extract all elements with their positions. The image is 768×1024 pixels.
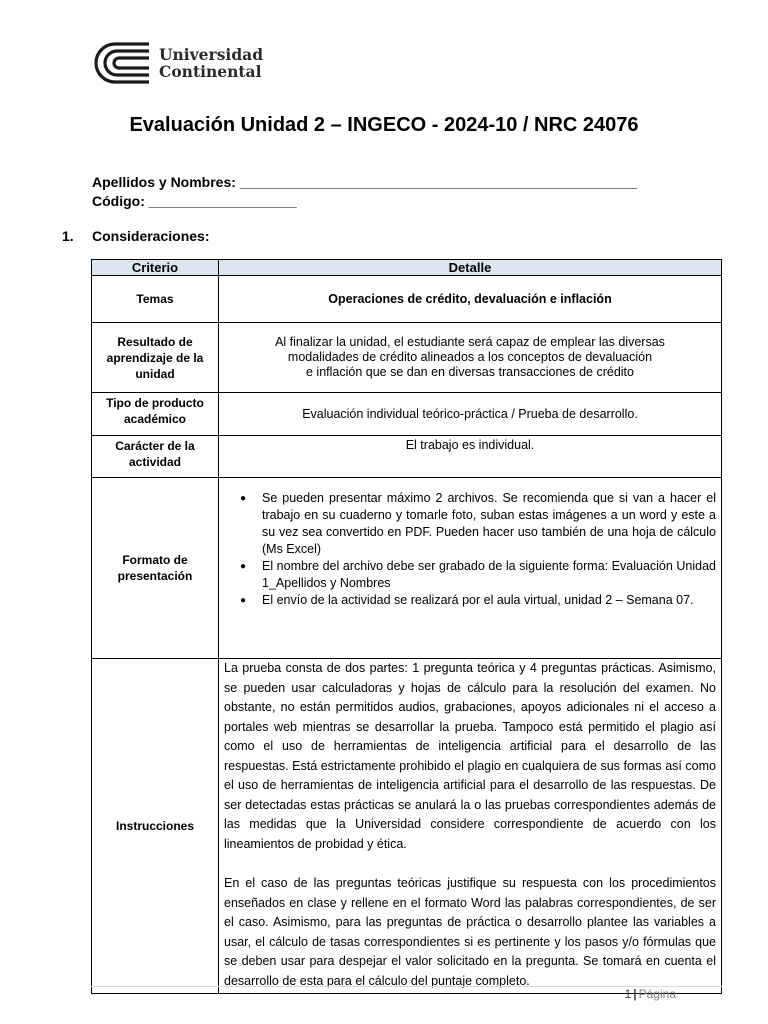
resultado-line-3: e inflación que se dan en diversas transacciones de crédito bbox=[306, 365, 634, 379]
row-label-resultado: Resultado de aprendizaje de la unidad bbox=[92, 323, 219, 393]
table-header-row bbox=[92, 260, 722, 276]
row-label-temas: Temas bbox=[92, 276, 219, 323]
section-number: 1. bbox=[62, 228, 74, 244]
table-row-formato bbox=[92, 478, 722, 659]
table-row-resultado bbox=[92, 323, 722, 393]
resultado-line-2: modalidades de crédito alineados a los conceptos de devaluación bbox=[287, 350, 653, 364]
row-value-tipo: Evaluación individual teórico-práctica / Prueba de desarrollo. bbox=[219, 393, 722, 436]
section-heading bbox=[62, 228, 209, 244]
page-footer bbox=[625, 987, 676, 1001]
table-row-temas bbox=[92, 276, 722, 323]
header-criterio: Criterio bbox=[92, 260, 219, 276]
instrucciones-paragraph-1: La prueba consta de dos partes: 1 pregunta teórica y 4 preguntas prácticas. Asimismo, se pueden usar calculadoras y hojas de cálculo para la resolución del examen. No obstante, no están permitidos audios, grabaciones, apoyos adicionales ni el acceso a portales web mientras se desarrollar la prueba. Tampoco está permitido el plagio así como el uso de herramientas de inteligencia artificial para el desarrollo de las respuestas. Está estrictamente prohibido el plagio en cualquiera de sus formas así como el uso de herramientas de inteligencia artificial para el desarrollo de las respuestas. De ser detectadas estas prácticas se anulará la o las pruebas correspondientes además de las medidas que la Universidad considere correspondiente de acuerdo con los lineamientos de probidad y ética. bbox=[224, 661, 716, 851]
footer-separator: | bbox=[633, 987, 637, 1001]
table-row-caracter bbox=[92, 436, 722, 478]
row-value-resultado bbox=[219, 323, 722, 393]
page-word: Página bbox=[638, 987, 676, 1001]
row-value-formato bbox=[219, 478, 722, 659]
page-number: 1 bbox=[624, 987, 632, 1001]
list-item: ● Se pueden presentar máximo 2 archivos. Se recomienda que si van a hacer el trabajo en su cuaderno y tomarle foto, suban estas imágenes a un word y este a su vez sea convertido en PDF. Pueden hacer uso también de una hoja de cálculo (Ms Excel) bbox=[262, 490, 716, 558]
list-item: ● El nombre del archivo debe ser grabado de la siguiente forma: Evaluación Unidad 1_Apellidos y Nombres bbox=[262, 558, 716, 592]
row-label-instrucciones: Instrucciones bbox=[92, 659, 219, 994]
logo-line-2: Continental bbox=[159, 62, 262, 81]
list-item: ● El envío de la actividad se realizará por el aula virtual, unidad 2 – Semana 07. bbox=[262, 592, 716, 609]
row-value-caracter: El trabajo es individual. bbox=[219, 436, 722, 478]
logo-line-1: Universidad bbox=[159, 45, 264, 64]
considerations-table bbox=[91, 259, 722, 994]
instrucciones-paragraph-2: En el caso de las preguntas teóricas justifique su respuesta con los procedimientos enseñados en clase y rellene en el formato Word las palabras correspondientes, de ser el caso. Asimismo, para las preguntas de práctica o desarrollo plantee las variables a usar, el cálculo de tasas correspondientes si es pertinente y los pasos y/o fórmulas que se deben usar para despejar el valor solicitado en la pregunta. Se tomará en cuenta el desarrollo de esta para el cálculo del puntaje completo. bbox=[224, 876, 716, 988]
code-field-label: Código: ___________________ bbox=[92, 193, 297, 209]
row-value-temas: Operaciones de crédito, devaluación e inflación bbox=[219, 276, 722, 323]
row-label-formato: Formato de presentación bbox=[92, 478, 219, 659]
logo-mark-icon bbox=[91, 42, 151, 84]
formato-bullet-list bbox=[224, 490, 716, 609]
logo-text bbox=[159, 46, 263, 80]
table-row-instrucciones bbox=[92, 659, 722, 994]
name-field-label: Apellidos y Nombres: ___________________________________________________ bbox=[92, 174, 637, 190]
resultado-line-1: Al finalizar la unidad, el estudiante será capaz de emplear las diversas bbox=[275, 335, 665, 349]
row-label-caracter: Carácter de la actividad bbox=[92, 436, 219, 478]
section-title: Consideraciones: bbox=[92, 228, 210, 244]
table-row-tipo bbox=[92, 393, 722, 436]
document-title: Evaluación Unidad 2 – INGECO - 2024-10 / NRC 24076 bbox=[129, 114, 639, 136]
row-value-instrucciones bbox=[219, 659, 722, 994]
header-detalle: Detalle bbox=[219, 260, 722, 276]
row-label-tipo: Tipo de producto académico bbox=[92, 393, 219, 436]
